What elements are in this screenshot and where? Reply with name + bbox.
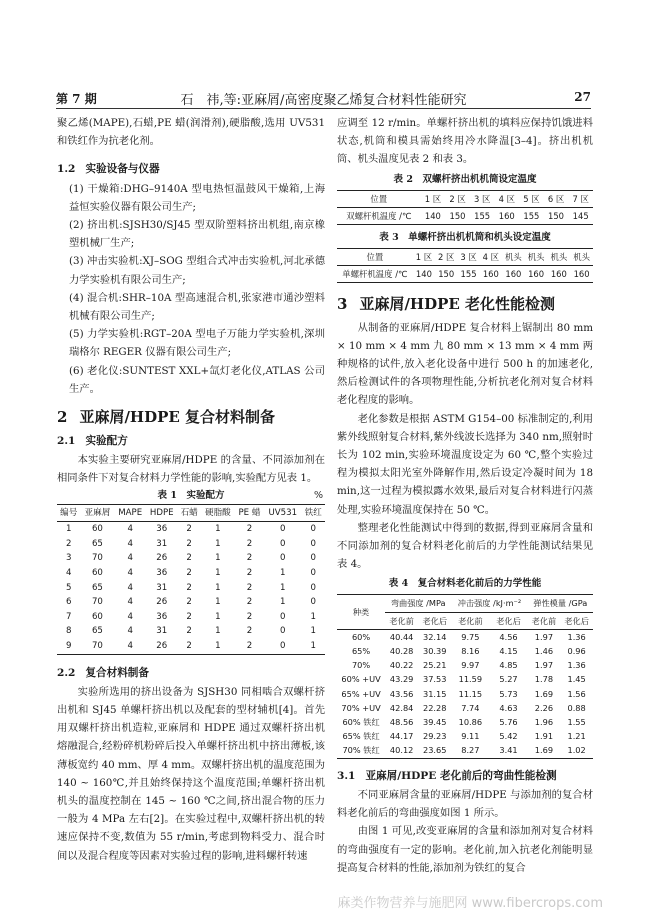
section-3-paragraph-3: 整理老化性能测试中得到的数据,得到亚麻屑含量和不同添加剂的复合材料老化前后的力学性能测试结果见表 4。 [337, 521, 593, 571]
table-cell: 1.45 [567, 674, 586, 685]
table-cell: 60 [91, 611, 103, 622]
table-cell: 70 [91, 641, 103, 651]
table-cell: 1 [215, 597, 221, 608]
table-row [57, 566, 325, 581]
table-cell: 2 [186, 568, 192, 579]
table-cell: 2 [186, 597, 192, 608]
section-2-1-heading: 2.1 实验配方 [57, 435, 128, 448]
table-cell: 26 [156, 553, 168, 564]
table-cell: 7.74 [461, 702, 480, 713]
table-header-cell: 4 区 [494, 190, 519, 207]
table-header-cell: 位置 [337, 190, 421, 207]
table-3 [337, 248, 593, 283]
table-cell: 2 [246, 538, 253, 549]
issue-label: 第 7 期 [56, 92, 97, 106]
table-cell: 2 [65, 538, 72, 549]
list-item: (6) 老化仪:SUNTEST XXL+氙灯老化仪,ATLAS 公司生产。 [69, 364, 325, 395]
table-cell: 42.84 [389, 702, 414, 713]
table-cell: 31 [156, 538, 168, 549]
table-row [337, 207, 593, 224]
table-cell: 2 [186, 524, 192, 535]
table-cell: 40.28 [389, 646, 414, 657]
right-column [337, 114, 593, 877]
table-cell: 0 [310, 568, 316, 579]
table-header-cell: 1 区 [421, 190, 446, 207]
table-header-cell: 1 区 [413, 248, 435, 265]
table-row [337, 701, 593, 715]
table-cell: 150 [438, 268, 455, 279]
table-row [337, 644, 593, 658]
table-cell: 31 [156, 582, 168, 593]
table-cell: 1 [215, 626, 221, 637]
table-cell: 4 [65, 568, 72, 579]
table-cell: 40.22 [389, 660, 414, 671]
table-1-unit: % [313, 489, 323, 501]
table-cell: 6 [65, 597, 72, 608]
table-4-body [337, 629, 593, 758]
table-cell: 43.29 [389, 674, 414, 685]
table-2 [337, 190, 593, 225]
table-cell: 5.42 [499, 731, 518, 742]
table-cell: 26 [156, 641, 168, 651]
table-row [57, 522, 325, 537]
table-cell: 4.63 [499, 702, 518, 713]
table-cell: 1.97 [534, 631, 554, 642]
table-header-row: 种类 弯曲强度 /MPa 冲击强度 /kJ·m⁻² 弹性模量 /GPa [337, 595, 593, 612]
table-cell: 0.88 [567, 702, 586, 713]
table-cell: 2 [246, 641, 253, 651]
list-item: (4) 混合机:SHR–10A 型高速混合机,张家港市通沙塑料机械有限公司生产; [69, 291, 325, 323]
table-cell: 1.91 [534, 731, 554, 742]
equipment-list [57, 180, 325, 398]
table-cell: 2 [246, 524, 253, 535]
section-1-2-heading: 1.2 实验设备与仪器 [57, 163, 160, 176]
table-row [337, 672, 593, 686]
table-1-caption: 表 1 实验配方 % [57, 488, 325, 504]
table-cell: 9.97 [461, 660, 480, 671]
table-cell: 1 [215, 582, 221, 593]
table-row [57, 581, 325, 596]
table-header-cell: 位置 [337, 248, 413, 265]
table-cell: 70 [91, 553, 103, 564]
table-cell: 70% 铁红 [342, 745, 380, 756]
table-cell: 155 [523, 210, 540, 221]
table-1-body [57, 522, 325, 654]
table-cell: 160 [550, 268, 567, 279]
table-header-cell: 3 区 [457, 248, 479, 265]
table-cell: 48.56 [389, 717, 414, 728]
table-cell: 40.44 [389, 631, 414, 642]
table-cell: 7 [65, 611, 72, 622]
table-cell: 36 [156, 611, 168, 622]
table-cell: 65% [351, 646, 371, 657]
table-cell: 1.21 [567, 731, 586, 742]
list-item: (5) 力学实验机:RGT–20A 型电子万能力学实验机,深圳瑞格尔 REGER 仪器有限公司生产; [69, 328, 325, 359]
table-cell: 155 [460, 268, 477, 279]
row-label: 双螺杆机温度 /℃ [346, 210, 412, 221]
table-cell: 4 [127, 626, 133, 637]
table-cell: 145 [572, 210, 589, 221]
table-cell: 30.39 [423, 646, 447, 657]
list-item: (1) 干燥箱:DHG–9140A 型电热恒温鼓风干燥箱,上海益恒实验仪器有限公司生产; [69, 182, 325, 213]
table-row [337, 743, 593, 758]
table-cell: 0 [280, 524, 286, 535]
table-cell: 160 [498, 210, 515, 221]
table-row [57, 610, 325, 625]
table-cell: 2 [246, 611, 253, 622]
table-3-caption: 表 3 单螺杆挤出机机筒和机头设定温度 [379, 231, 551, 243]
table-cell: 150 [548, 210, 565, 221]
table-cell: 4 [127, 553, 133, 564]
table-2-caption: 表 2 双螺杆挤出机机筒设定温度 [393, 173, 537, 185]
table-cell: 1 [310, 641, 316, 651]
table-cell: 0 [310, 597, 316, 608]
table-cell: 1 [310, 611, 316, 622]
table-cell: 43.56 [389, 688, 414, 699]
table-cell: 1 [310, 626, 316, 637]
table-cell: 1.02 [567, 745, 586, 756]
table-cell: 25.21 [423, 660, 447, 671]
table-cell: 3 [65, 553, 72, 564]
table-row [57, 551, 325, 566]
table-cell: 160 [482, 268, 499, 279]
table-cell: 11.59 [458, 674, 483, 685]
table-cell: 4 [127, 582, 133, 593]
table-cell: 2 [246, 553, 253, 564]
table-row [337, 629, 593, 644]
intro-paragraph: 聚乙烯(MAPE),石蜡,PE 蜡(润滑剂),硬脂酸,选用 UV531 和铁红作为抗老化剂。 [57, 117, 325, 148]
table-cell: 2 [186, 641, 192, 651]
section-3-1-paragraph-2: 由图 1 可见,改变亚麻屑的含量和添加剂对复合材料的弯曲强度有一定的影响。老化前,加入抗老化剂能明显提高复合材料的性能,添加剂为铁红的复合 [337, 825, 593, 874]
table-cell: 1.78 [534, 674, 554, 685]
table-cell: 1 [280, 597, 286, 608]
list-item: (3) 冲击实验机:XJ–SOG 型组合式冲击实验机,河北承德力学实验机有限公司生产; [69, 255, 325, 286]
table-cell: 31 [156, 626, 168, 637]
table-cell: 0 [280, 641, 286, 651]
table-cell: 10.86 [458, 717, 483, 728]
table-header-row [337, 248, 593, 265]
table-cell: 2 [246, 568, 253, 579]
table-cell: 8.27 [461, 745, 480, 756]
table-cell: 5.76 [499, 717, 518, 728]
list-item: (2) 挤出机:SJSH30/SJ45 型双阶塑料挤出机组,南京橡塑机械厂生产; [69, 219, 325, 250]
table-cell: 44.17 [389, 731, 414, 742]
table-cell: 1 [65, 524, 72, 535]
table-cell: 1.97 [534, 660, 554, 671]
table-cell: 1 [215, 538, 221, 549]
table-cell: 11.15 [458, 688, 483, 699]
table-cell: 9 [65, 641, 72, 651]
table-cell: 1 [215, 568, 221, 579]
table-header-cell: 2 区 [435, 248, 457, 265]
running-header [56, 88, 591, 109]
table-cell: 4.85 [499, 660, 518, 671]
section-2-1-paragraph: 本实验主要研究亚麻屑/HDPE 的含量、不同添加剂在相同条件下对复合材料力学性能的影响,实验配方见表 1。 [57, 454, 325, 485]
table-header-cell: 机头 [502, 248, 525, 265]
table-cell: 60% [351, 631, 371, 642]
table-row [57, 624, 325, 639]
table-cell: 8 [65, 626, 72, 637]
table-cell: 39.45 [423, 717, 447, 728]
table-4-caption: 表 4 复合材料老化前后的力学性能 [388, 578, 542, 590]
table-cell: 2 [186, 538, 192, 549]
table-cell: 5 [65, 582, 72, 593]
table-cell: 36 [156, 524, 168, 535]
table-cell: 160 [505, 268, 522, 279]
table-cell: 65% +UV [341, 688, 381, 699]
table-cell: 0 [310, 538, 316, 549]
table-cell: 4 [127, 641, 133, 651]
table-cell: 2 [246, 582, 253, 593]
page-number: 27 [574, 90, 591, 104]
table-header-cell: 3 区 [470, 190, 495, 207]
table-cell: 4 [127, 568, 133, 579]
table-cell: 150 [449, 210, 466, 221]
table-header-cell: 6 区 [544, 190, 569, 207]
table-cell: 140 [424, 210, 441, 221]
table-cell: 155 [474, 210, 491, 221]
table-header-cell: 7 区 [568, 190, 593, 207]
table-1 [57, 504, 325, 655]
table-cell: 0 [280, 538, 286, 549]
table-cell: 4.15 [499, 646, 518, 657]
table-row [57, 595, 325, 610]
table-cell: 4.56 [499, 631, 518, 642]
table-header-cell: 机头 [570, 248, 593, 265]
section-2-2-heading: 2.2 复合材料制备 [57, 666, 149, 679]
table-cell: 1.36 [567, 631, 586, 642]
left-column [57, 114, 325, 865]
table-cell: 5.27 [499, 674, 518, 685]
table-cell: 8.16 [461, 646, 480, 657]
table-cell: 23.65 [423, 745, 447, 756]
table-cell: 4 [127, 597, 133, 608]
table-4 [337, 594, 593, 758]
table-cell: 65 [91, 582, 103, 593]
table-cell: 2 [186, 611, 192, 622]
table-cell: 60% 铁红 [342, 717, 380, 728]
table-header-cell: 5 区 [519, 190, 544, 207]
table-cell: 65% 铁红 [342, 731, 380, 742]
table-cell: 2.26 [534, 702, 554, 713]
table-header-cell: 机头 [547, 248, 570, 265]
table-cell: 60 [91, 568, 103, 579]
table-cell: 70% +UV [341, 702, 381, 713]
table-header-row [337, 190, 593, 207]
table-cell: 1 [215, 611, 221, 622]
continued-paragraph: 应调至 12 r/min。单螺杆挤出机的填料应保持饥饿进料状态,机筒和模具需始终用冷水降温[3–4]。挤出机机筒、机头温度见表 2 和表 3。 [337, 117, 593, 166]
table-header-row: 编号 亚麻屑 MAPE HDPE 石蜡 硬脂酸 PE 蜡 UV531 铁红 [57, 504, 325, 522]
table-cell: 0 [310, 582, 316, 593]
table-cell: 1.69 [534, 688, 554, 699]
table-cell: 2 [246, 626, 253, 637]
table-row [57, 537, 325, 552]
table-cell: 0 [310, 524, 316, 535]
table-cell: 36 [156, 568, 168, 579]
table-cell: 5.73 [499, 688, 518, 699]
table-cell: 4 [127, 538, 133, 549]
table-header-cell: 4 区 [480, 248, 502, 265]
table-cell: 1 [280, 582, 286, 593]
table-cell: 26 [156, 597, 168, 608]
table-cell: 60% +UV [341, 674, 381, 685]
table-cell: 9.11 [461, 731, 480, 742]
table-cell: 9.75 [461, 631, 480, 642]
table-cell: 0 [280, 553, 286, 564]
table-cell: 29.23 [423, 731, 447, 742]
section-3-1-heading: 3.1 亚麻屑/HDPE 老化前后的弯曲性能检测 [337, 769, 557, 782]
section-3-heading: 3 亚麻屑/HDPE 老化性能检测 [337, 294, 556, 313]
table-cell: 32.14 [423, 631, 447, 642]
table-cell: 4 [127, 524, 133, 535]
table-cell: 160 [573, 268, 590, 279]
site-watermark: 麻类作物营养与施肥网 www.fibercrops.com [337, 896, 603, 911]
section-2-2-paragraph: 实验所选用的挤出设备为 SJSH30 同相啮合双螺杆挤出机和 SJ45 单螺杆挤出机以及配套的型材辅机[4]。首先用双螺杆挤出机造粒,亚麻屑和 HDPE 通过双螺杆挤出机熔融混合,经粉碎机粉碎后投入单螺杆挤出机中挤出薄板,该薄板宽约 40 mm、厚 4 mm。双螺杆挤出机的温度范围为 140 ~ 160℃,并且始终保持这个温度范围;单螺杆挤出机机头的温度控制在 145 ~ 160 ℃之间,挤出混合物的压力一般为 4 MPa 左右[2]。在实验过程中,双螺杆挤出机的转速应保持不变,数值为 55 r/min,考虑到物料受力、混合时间以及混合程度等因素对实验过程的影响,进料螺杆转速 [57, 685, 325, 862]
table-cell: 1 [215, 641, 221, 651]
table-subheader-row: 老化前 老化后 老化前 老化后 老化前 老化后 [337, 612, 593, 629]
table-cell: 22.28 [423, 702, 447, 713]
table-cell: 60 [91, 524, 103, 535]
running-title: 石 祎,等:亚麻屑/高密度聚乙烯复合材料性能研究 [180, 93, 467, 108]
table-cell: 40.12 [389, 745, 414, 756]
table-cell: 2 [186, 582, 192, 593]
table-cell: 1 [280, 568, 286, 579]
table-row [337, 687, 593, 701]
table-cell: 140 [415, 268, 432, 279]
table-cell: 2 [246, 597, 253, 608]
table-cell: 1.96 [534, 717, 554, 728]
table-row [337, 715, 593, 729]
row-label: 单螺杆机温度 /℃ [342, 268, 408, 279]
table-cell: 37.53 [423, 674, 447, 685]
table-cell: 2 [186, 626, 192, 637]
table-cell: 2 [186, 553, 192, 564]
table-row [337, 658, 593, 672]
table-cell: 1.69 [534, 745, 554, 756]
section-3-1-paragraph-1: 不同亚麻屑含量的亚麻屑/HDPE 与添加剂的复合材料老化前后的弯曲强度如图 1 所示。 [337, 788, 593, 820]
table-cell: 65 [91, 626, 103, 637]
table-row [337, 729, 593, 743]
table-cell: 65 [91, 538, 103, 549]
section-3-paragraph-1: 从制备的亚麻屑/HDPE 复合材料上锯制出 80 mm × 10 mm × 4 mm 九 80 mm × 13 mm × 4 mm 两种规格的试件,放入老化设备中进行 500 h 的加速老化,然后检测试件的各项物理性能,分析抗老化剂对复合材料老化程度的影响。 [337, 321, 593, 407]
table-cell: 1 [215, 524, 221, 535]
table-cell: 1.46 [534, 646, 554, 657]
table-cell: 0 [280, 611, 286, 622]
table-cell: 1 [215, 553, 221, 564]
table-header-cell: 机头 [525, 248, 548, 265]
table-cell: 70 [91, 597, 103, 608]
section-2-heading: 2 亚麻屑/HDPE 复合材料制备 [57, 408, 276, 427]
table-cell: 0 [310, 553, 316, 564]
table-cell: 4 [127, 611, 133, 622]
table-cell: 160 [528, 268, 545, 279]
table-cell: 1.36 [567, 660, 586, 671]
table-cell: 1.56 [567, 688, 586, 699]
table-cell: 0.96 [567, 646, 586, 657]
table-header-cell: 2 区 [445, 190, 470, 207]
table-cell: 3.41 [499, 745, 518, 756]
section-3-paragraph-2: 老化参数是根据 ASTM G154–00 标准制定的,利用紫外线照射复合材料,紫外线波长选择为 340 nm,照射时长为 102 min,实验环境温度设定为 60 ℃,整个实验过程为模拟太阳光室外降解作用,然后设定冷凝时间为 18 min,这一过程为模拟露水效果,最后对复合材料进行闪蒸处理,实验环境温度保持在 50 ℃。 [337, 412, 593, 516]
table-cell: 0 [280, 626, 286, 637]
table-row [57, 639, 325, 654]
table-row [337, 265, 593, 282]
table-cell: 70% [351, 660, 371, 671]
table-cell: 31.15 [423, 688, 447, 699]
table-cell: 1.55 [567, 717, 586, 728]
